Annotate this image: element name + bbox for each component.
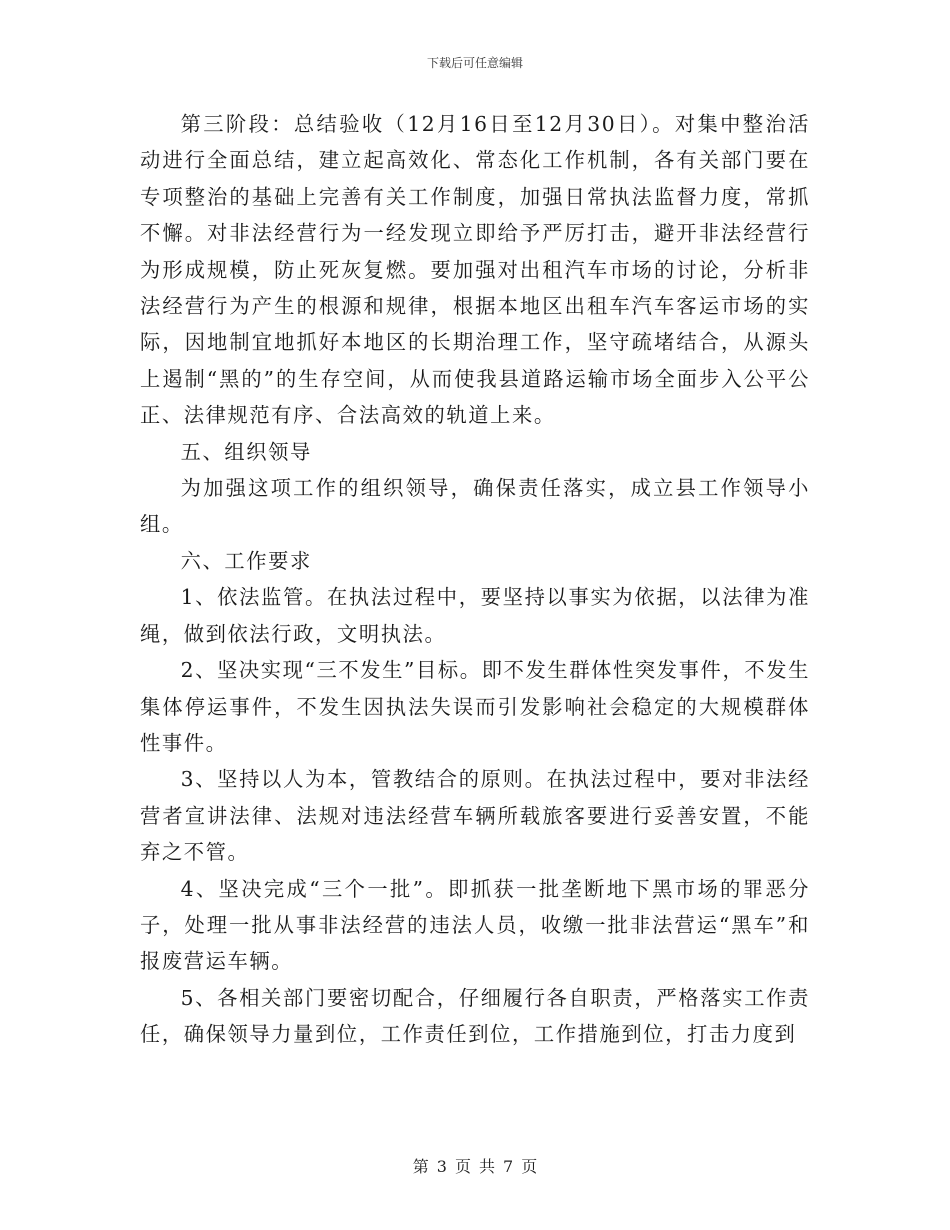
footer-prefix: 第 [412, 1157, 429, 1176]
paragraph-requirement-5: 5、各相关部门要密切配合，仔细履行各自职责，严格落实工作责任，确保领导力量到位，工作责任到位，工作措施到位，打击力度到 [140, 985, 810, 1047]
page-header: 下载后可任意编辑 [426, 56, 523, 70]
paragraph-leadership-group: 为加强这项工作的组织领导，确保责任落实，成立县工作领导小组。 [140, 476, 810, 537]
heading-work-requirements: 六、工作要求 [180, 548, 312, 573]
footer-total-pages: 7 [503, 1157, 514, 1176]
footer-suffix: 页 [521, 1157, 538, 1176]
paragraph-requirement-2: 2、坚决实现“三不发生”目标。即不发生群体性突发事件，不发生集体停运事件，不发生因执法失误而引发影响社会稳定的大规模群体性事件。 [140, 658, 810, 755]
paragraph-requirement-4: 4、坚决完成“三个一批”。即抓获一批垄断地下黑市场的罪恶分子，处理一批从事非法经营的违法人员，收缴一批非法营运“黑车”和报废营运车辆。 [140, 876, 810, 974]
footer-total-label: 共 [479, 1157, 496, 1176]
footer-current-page: 3 [436, 1157, 447, 1176]
paragraph-stage-three: 第三阶段：总结验收（12月16日至12月30日）。对集中整治活动进行全面总结，建立起高效化、常态化工作机制，各有关部门要在专项整治的基础上完善有关工作制度，加强日常执法监督力度，常抓不懈。对非法经营行为一经发现立即给予严厉打击，避开非法经营行为形成规模，防止死灰复燃。要加强对出租汽车市场的讨论，分析非法经营行为产生的根源和规律，根据本地区出租车汽车客运市场的实际，因地制宜地抓好本地区的长期治理工作，坚守疏堵结合，从源头上遏制“黑的”的生存空间，从而使我县道路运输市场全面步入公平公正、法律规范有序、合法高效的轨道上来。 [140, 112, 810, 428]
paragraph-requirement-3: 3、坚持以人为本，管教结合的原则。在执法过程中，要对非法经营者宣讲法律、法规对违法经营车辆所载旅客要进行妥善安置，不能弃之不管。 [140, 767, 810, 865]
page-footer [0, 1154, 950, 1177]
paragraph-requirement-1: 1、依法监管。在执法过程中，要坚持以事实为依据，以法律为准绳，做到依法行政，文明执法。 [140, 585, 810, 646]
document-body [140, 106, 810, 1053]
footer-page-label: 页 [454, 1157, 471, 1176]
heading-organization-leadership: 五、组织领导 [180, 439, 312, 464]
